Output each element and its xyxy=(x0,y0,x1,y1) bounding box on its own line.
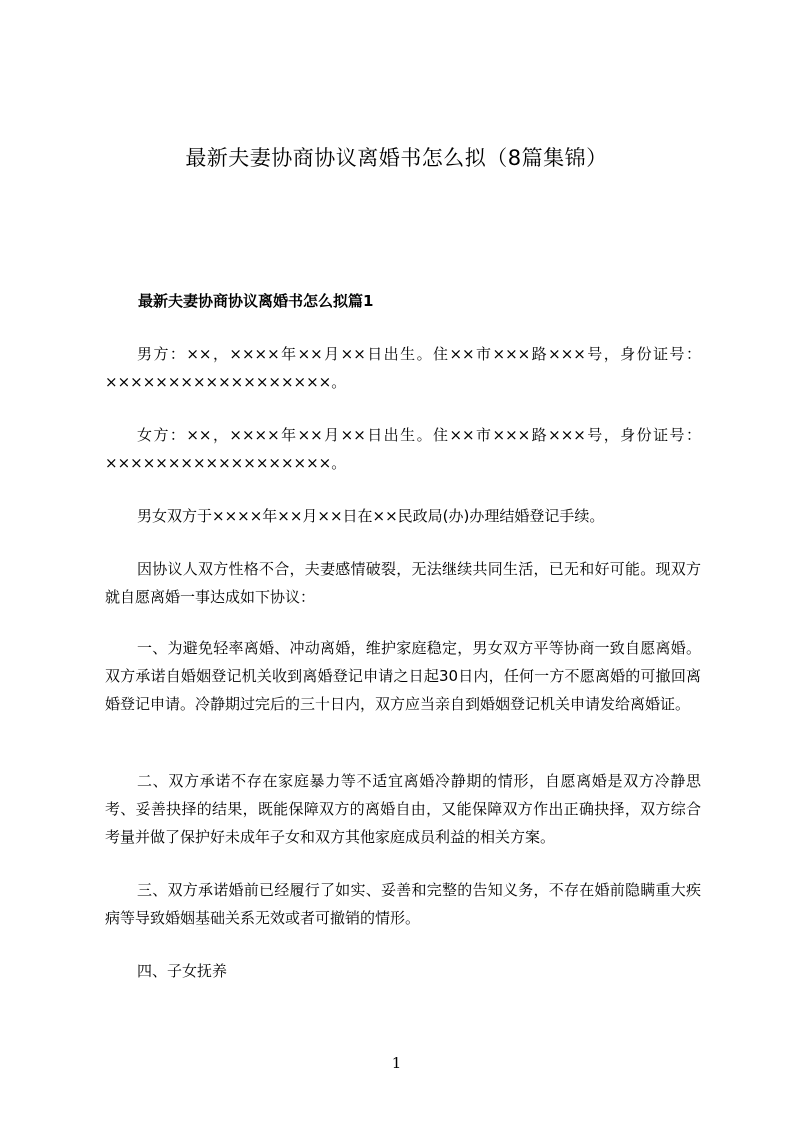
section-heading: 最新夫妻协商协议离婚书怎么拟篇1 xyxy=(138,292,374,310)
paragraph-female-party: 女方：××，××××年××月××日出生。住××市×××路×××号，身份证号：××××××××××××××××××。 xyxy=(105,426,701,472)
page-number: 1 xyxy=(391,1054,402,1072)
paragraph-clause-4: 四、子女抚养 xyxy=(137,962,228,980)
paragraph-clause-3: 三、双方承诺婚前已经履行了如实、妥善和完整的告知义务，不存在婚前隐瞒重大疾病等导致婚姻基础关系无效或者可撤销的情形。 xyxy=(105,881,701,927)
paragraph-clause-2: 二、双方承诺不存在家庭暴力等不适宜离婚冷静期的情形，自愿离婚是双方冷静思考、妥善抉择的结果，既能保障双方的离婚自由，又能保障双方作出正确抉择，双方综合考量并做了保护好未成年子女和双方其他家庭成员利益的相关方案。 xyxy=(105,772,701,846)
paragraph-clause-1: 一、为避免轻率离婚、冲动离婚，维护家庭稳定，男女双方平等协商一致自愿离婚。双方承诺自婚姻登记机关收到离婚登记申请之日起30日内，任何一方不愿离婚的可撤回离婚登记申请。冷静期过完后的三十日内，双方应当亲自到婚姻登记机关申请发给离婚证。 xyxy=(105,639,701,713)
paragraph-reason: 因协议人双方性格不合，夫妻感情破裂，无法继续共同生活，已无和好可能。现双方就自愿离婚一事达成如下协议： xyxy=(105,560,701,606)
paragraph-marriage-registration: 男女双方于××××年××月××日在××民政局(办)办理结婚登记手续。 xyxy=(137,507,605,525)
paragraph-male-party: 男方：××，××××年××月××日出生。住××市×××路×××号，身份证号：××××××××××××××××××。 xyxy=(105,345,701,391)
document-title: 最新夫妻协商协议离婚书怎么拟（8篇集锦） xyxy=(185,146,608,170)
